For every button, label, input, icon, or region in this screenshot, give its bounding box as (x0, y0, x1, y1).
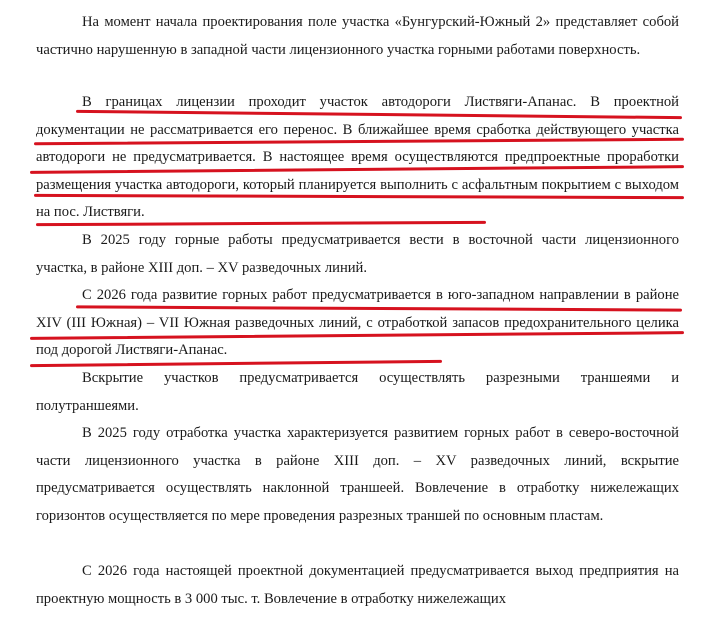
paragraph-2026-development: С 2026 года развитие горных работ предусматривается в юго-западном направлении в районе XIV (III Южная) – VII Южная разведочных линий, с отработкой запасов предохранительного целика под дорогой Листвяги-Апанас. (36, 287, 679, 358)
paragraph-highway-license: В границах лицензии проходит участок автодороги Листвяги-Апанас. В проектной документации не рассматривается его перенос. В ближайшее время сработка действующего участка автодороги не предусматривается. В настоящее время осуществляются предпроектные проработки размещения участка автодороги, который планируется выполнить с асфальтным покрытием с выходом на пос. Листвяги. (36, 94, 679, 220)
paragraph-2025-works: В 2025 году горные работы предусматривается вести в восточной части лицензионного участка, в районе XIII доп. – XV разведочных линий. (36, 232, 679, 276)
paragraph-2025-mining: В 2025 году отработка участка характеризуется развитием горных работ в северо-восточной части лицензионного участка в районе XIII доп. – XV разведочных линий, вскрытие предусматривается осуществлять наклонной траншеей. Вовлечение в отработку нижележащих горизонтов осуществляется по мере проведения разрезных траншей по основным пластам. (36, 425, 679, 524)
paragraph-project-start: На момент начала проектирования поле участка «Бунгурский-Южный 2» представляет собой частично нарушенную в западной части лицензионного участка горными работами поверхность. (36, 14, 679, 58)
paragraph-opening-method: Вскрытие участков предусматривается осуществлять разрезными траншеями и полутраншеями. (36, 370, 679, 414)
paragraph-2026-capacity: С 2026 года настоящей проектной документацией предусматривается выход предприятия на проектную мощность в 3 000 тыс. т. Вовлечение в отработку нижележащих (36, 563, 679, 607)
